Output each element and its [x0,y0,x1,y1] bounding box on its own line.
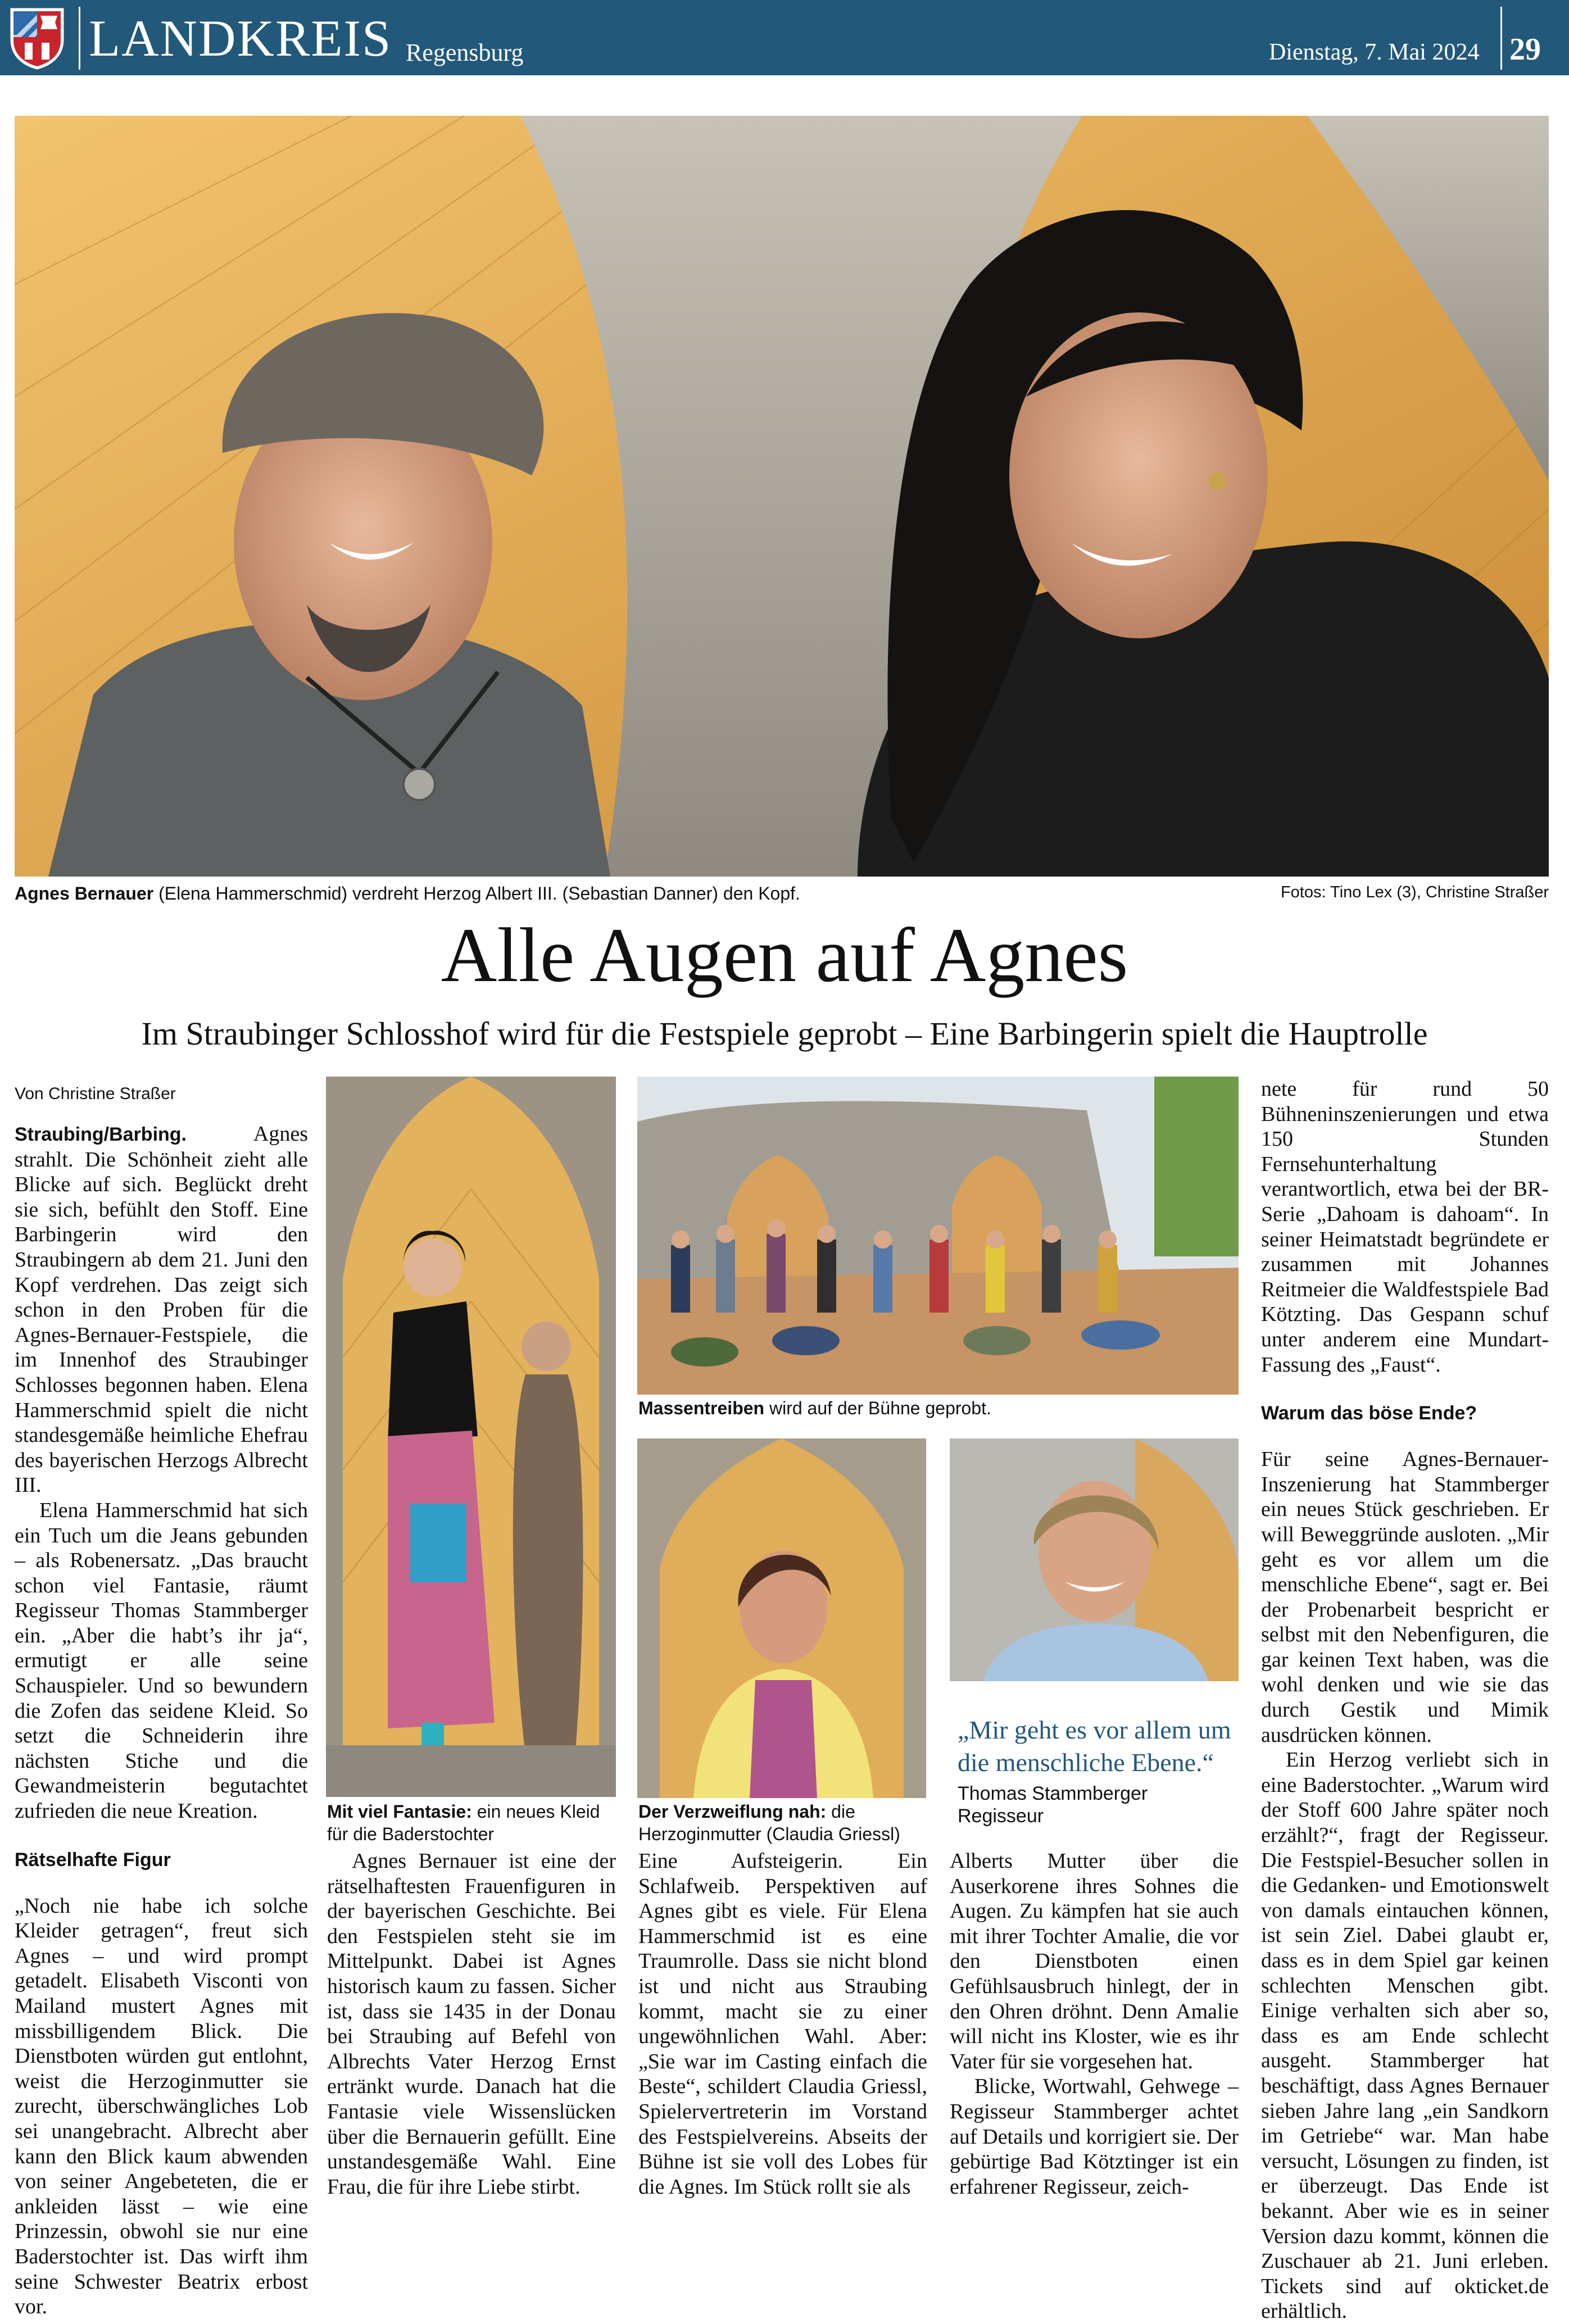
paragraph: Ein Herzog verliebt sich in eine Baderstochter. „Warum wird der Stoff 600 Jahre später noch erzählt?“, fragt der Regisseur. Die Festspiel-Besucher sollen in die Gedanken- und Emotionswelt von damals eintauchen können, ist sein Ziel. Dabei glaubt er, dass es in dem Spiel gar keinen schlechten Menschen gibt. Einige verhalten sich aber so, dass es am Ende schlecht ausgeht. Stammberger hat beschäftigt, dass Agnes Bernauer sieben Jahre lang „ein Sandkorn im Getriebe“ war. Man habe versucht, Lösungen zu finden, ist er überzeugt. Das Ende ist bekannt. Aber wie es in seiner Version dazu kommt, können die Zuschauer ab 21. Juni erleben. Tickets sind auf okticket.de erhältlich. [1261,1748,1549,2323]
caption-text: die Herzoginmutter (Claudia Griessl) [638,1801,900,1844]
subheadline: Im Straubinger Schlosshof wird für die Festspiele geprobt – Eine Barbingerin spielt die Hauptrolle [141,1015,1428,1052]
article-column-4 [950,1849,1239,2199]
hero-caption [15,882,800,905]
subheading: Warum das böse Ende? [1261,1402,1477,1424]
quote-attribution [958,1782,1148,1827]
paragraph-text: Agnes strahlt. Die Schönheit zieht alle Blicke auf sich. Beglückt dreht sie sich, befühlt den Stoff. Eine Barbingerin wird den Straubingern ab dem 21. Juni den Kopf verdrehen. Das zeigt sich schon in den Proben für die Agnes-Bernauer-Festspiele, die im Innenhof des Straubinger Schlosses begonnen haben. Elena Hammerschmid spielt die nicht standesgemäße heimliche Ehefrau des bayerischen Herzogs Albrecht III. [15,1122,308,1497]
paragraph: Alberts Mutter über die Auserkorene ihres Sohnes die Augen. Zu kämpfen hat sie auch mit ihrer Tochter Amalie, die vor den Dienstboten einen Gefühlsausbruch hinlegt, der in den Ohren dröhnt. Denn Amalie will nicht ins Kloster, wie es ihr Vater für sie vorgesehen hat. [950,1849,1239,2073]
paragraph [15,1122,308,1498]
crowd-rehearsal-photo [637,1077,1239,1395]
caption-text: ein neues Kleid für die Baderstochter [327,1801,600,1844]
paragraph: Agnes Bernauer ist eine der rätselhaftesten Frauenfiguren in der bayerischen Geschichte. Bei den Festspielen steht sie im Mittelpunkt. Dabei ist Agnes historisch kaum zu fassen. Sicher ist, dass sie 1435 in der Donau bei Straubing auf Befehl von Albrechts Vater Herzog Ernst ertränkt wurde. Danach hat die Fantasie viele Wissenslücken über die Bernauerin gefüllt. Eine unstandesgemäße Wahl. Eine Frau, die für ihre Liebe stirbt. [327,1849,616,2199]
photo-caption [638,1800,927,1845]
headline: Alle Augen auf Agnes [441,912,1128,998]
header-divider [79,7,80,70]
header-divider [1500,7,1502,70]
paragraph: Für seine Agnes-Bernauer-Inszenierung hat Stammberger ein neues Stück geschrieben. Er will Beweggründe ausloten. „Mir geht es vor allem um die menschliche Ebene“, sagt er. Bei der Probenarbeit bespricht er selbst mit den Nebenfiguren, die gar keinen Text haben, was die wohl denken und wie sie das durch Gestik und Mimik ausdrücken können. [1261,1447,1549,1747]
caption-bold: Massentreiben [638,1398,765,1418]
paragraph: Elena Hammerschmid hat sich ein Tuch um die Jeans gebunden – als Robenersatz. „Das braucht schon viel Fantasie, räumt Regisseur Thomas Stammberger ein. „Aber die habt’s ihr ja“, ermutigt er alle seine Schauspieler. Und so bewundern die Zofen das seidene Kleid. So setzt die Schneiderin ihre nächsten Stiche und die Gewandmeisterin begutachtet zufrieden die neue Kreation. [15,1498,308,1823]
caption-bold: Der Verzweiflung nah: [638,1801,827,1822]
paragraph: „Noch nie habe ich solche Kleider getragen“, freut sich Agnes – und wird prompt getadelt. Elisabeth Visconti von Mailand mustert Agnes mit missbilligendem Blick. Die Dienstboten würden gut entlohnt, weist die Herzoginmutter sie zurecht, überschwängliches Lob sei unangebracht. Albrecht aber kann den Blick kaum abwenden von seiner Angebeteten, die er ankleiden lässt – wie eine Prinzessin, obwohl sie nur eine Baderstochter ist. Das wirft ihm seine Schwester Beatrix erbost vor. [15,1894,308,2319]
director-portrait-photo [950,1438,1239,1681]
region-name: Regensburg [406,39,524,66]
agnes-dress-photo [326,1077,616,1797]
article-column-1 [15,1122,308,2320]
hero-photo [15,116,1549,877]
caption-text: wird auf der Bühne geprobt. [764,1398,991,1418]
issue-date: Dienstag, 7. Mai 2024 [1269,39,1480,65]
district-crest-icon [8,6,66,70]
article-column-5 [1261,1077,1549,2324]
duchess-mother-photo [637,1438,926,1798]
subheading: Rätselhafte Figur [15,1849,171,1871]
paragraph: Blicke, Wortwahl, Gehwege – Regisseur Stammberger achtet auf Details und korrigiert sie. Der gebürtige Bad Kötztinger ist ein erfahrener Regisseur, zeich- [950,2075,1239,2199]
byline: Von Christine Straßer [15,1084,176,1103]
quote-author: Thomas Stammberger [958,1783,1148,1804]
quote-role: Regisseur [958,1805,1044,1827]
paragraph: nete für rund 50 Bühneninszenierungen und etwa 150 Stunden Fernsehunterhaltung verantwortlich, etwa bei der BR-Serie „Dahoam is dahoam“. In seiner Heimatstadt begründete er zusammen mit Johannes Reitmeier die Waldfestspiele Bad Kötzting. Das Gespann schuf unter anderem eine Mundart-Fassung des „Faust“. [1261,1077,1549,1377]
article-column-3 [638,1849,927,2199]
pull-quote: „Mir geht es vor allem um die menschliche Ebene.“ [958,1715,1231,1777]
page-number: 29 [1509,32,1541,67]
photo-caption [327,1800,616,1845]
photo-credit: Fotos: Tino Lex (3), Christine Straßer [1280,883,1549,901]
caption-bold: Agnes Bernauer [15,883,154,904]
paragraph: Eine Aufsteigerin. Ein Schlafweib. Perspektiven auf Agnes gibt es viele. Für Elena Hammerschmid ist es eine Traumrolle. Dass sie nicht blond ist und nicht aus Straubing kommt, macht sie zu einer ungewöhnlichen Wahl. Aber: „Sie war im Casting einfach die Beste“, schildert Claudia Griessl, Spielervertreterin im Vorstand des Festspielvereins. Abseits der Bühne ist sie voll des Lobes für die Agnes. Im Stück rollt sie als [638,1849,927,2199]
article-column-2 [327,1849,616,2199]
caption-text: (Elena Hammerschmid) verdreht Herzog Albert III. (Sebastian Danner) den Kopf. [153,883,800,904]
section-title: LANDKREIS [89,10,392,67]
photo-caption [638,1397,991,1419]
caption-bold: Mit viel Fantasie: [327,1801,472,1822]
dateline: Straubing/Barbing. [15,1124,187,1145]
